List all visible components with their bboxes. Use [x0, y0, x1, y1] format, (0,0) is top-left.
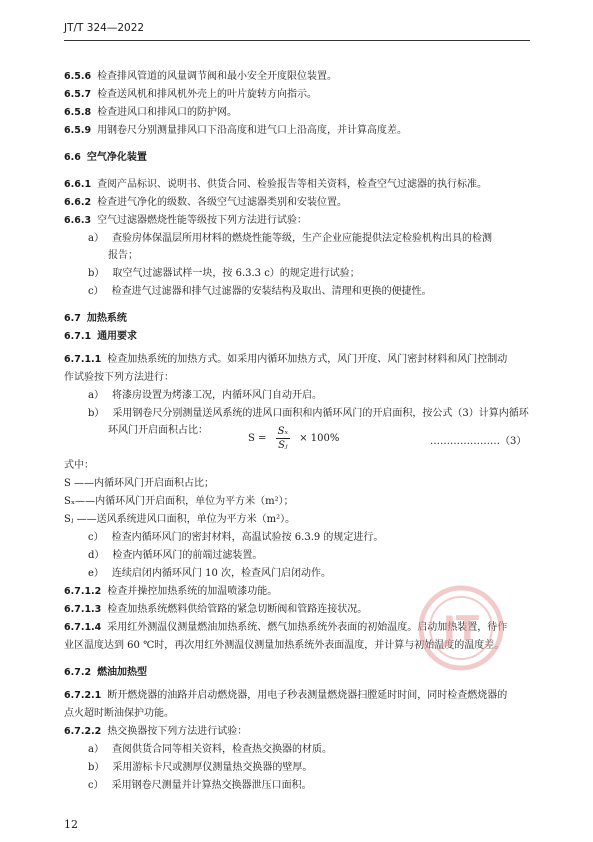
- formula-lhs: S =: [248, 433, 267, 444]
- clause-text: 作试验按下列方法进行：: [64, 372, 174, 383]
- clause-number: c）: [88, 532, 104, 543]
- clause-text: 燃油加热型: [97, 667, 148, 678]
- clause-text: Sₓ——内循环风门开启面积，单位为平方米（m²）；: [64, 496, 294, 507]
- text-line: [64, 371, 174, 384]
- clause-text: 采用红外测温仪测量燃油加热系统、燃气加热系统外表面的初始温度。启动加热装置，待作: [107, 622, 508, 633]
- text-line: [64, 196, 347, 209]
- clause-number: a）: [88, 744, 104, 755]
- clause-number: 6.5.9: [64, 125, 92, 136]
- clause-text: 取空气过滤器试样一块，按 6.3.3 c）的规定进行试验；: [112, 268, 360, 279]
- clause-number: d）: [88, 550, 105, 561]
- clause-text: 查阅供货合同等相关资料，检查热交换器的材质。: [111, 744, 332, 755]
- text-line: [64, 312, 127, 325]
- clause-text: 检查进风口和排风口的防护网。: [97, 107, 238, 118]
- equation-number: …………………（3）: [430, 436, 527, 447]
- text-line: [64, 603, 367, 616]
- jt-seal-icon: [415, 582, 507, 674]
- text-line: [64, 151, 147, 164]
- text-line: [64, 214, 307, 227]
- clause-number: 6.7.1.1: [64, 354, 102, 365]
- clause-text: Sⱼ ——送风系统进风口面积，单位为平方米（m²）。: [64, 514, 296, 525]
- clause-number: 6.7.1.3: [64, 604, 102, 615]
- clause-number: 6.5.8: [64, 107, 92, 118]
- clause-text: 采用钢卷尺测量并计算热交换器泄压口面积。: [111, 780, 312, 791]
- clause-number: e）: [88, 568, 104, 579]
- svg-text:JT: JT: [443, 609, 479, 649]
- formula-fraction: [276, 426, 290, 451]
- clause-number: 6.7.1.2: [64, 586, 102, 597]
- text-line: [64, 459, 94, 472]
- clause-text: 空气净化装置: [86, 152, 147, 163]
- clause-number: 6.7.2.2: [64, 726, 102, 737]
- text-line: [88, 232, 492, 245]
- clause-number: b）: [88, 762, 105, 773]
- clause-text: 连续启闭内循环风门 10 次，检查风门启闭动作。: [111, 568, 332, 579]
- text-line: [88, 743, 332, 756]
- clause-text: 采用游标卡尺或测厚仪测量热交换器的壁厚。: [112, 762, 313, 773]
- clause-text: 检查加热系统燃料供给管路的紧急切断阀和管路连接状况。: [107, 604, 368, 615]
- text-line: [64, 666, 147, 679]
- clause-text: 式中：: [64, 460, 94, 471]
- clause-number: c）: [88, 780, 104, 791]
- text-line: [88, 761, 312, 774]
- clause-text: 采用钢卷尺分别测量送风系统的进风口面积和内循环风门的开启面积，按公式（3）计算内循环: [112, 408, 529, 419]
- text-line: [88, 407, 529, 420]
- text-line: [64, 513, 295, 526]
- clause-text: 查阅产品标识、说明书、供货合同、检验报告等相关资料，检查空气过滤器的执行标准。: [97, 179, 488, 190]
- text-line: [64, 725, 247, 738]
- clause-text: 点火超时断油保护功能。: [64, 708, 174, 719]
- clause-text: 断开燃烧器的油路并启动燃烧器，用电子秒表测量燃烧器扫膛延时时间，同时检查燃烧器的: [107, 690, 508, 701]
- formula-3: [248, 426, 339, 451]
- clause-number: 6.7.2.1: [64, 690, 102, 701]
- clause-text: 业区温度达到 60 ℃时，再次用红外测温仪测量加热系统外表面温度，并计算与初始温度的温度差。: [64, 640, 505, 651]
- clause-number: 6.6.3: [64, 215, 92, 226]
- text-line: [64, 495, 294, 508]
- clause-number: 6.7.1.4: [64, 622, 102, 633]
- text-line: [88, 779, 312, 792]
- text-line: [64, 585, 277, 598]
- text-line: [64, 106, 237, 119]
- clause-number: a）: [88, 390, 104, 401]
- text-line: [64, 477, 214, 490]
- clause-text: 报告；: [108, 250, 138, 261]
- clause-number: a）: [88, 233, 104, 244]
- text-line: [108, 249, 138, 262]
- text-line: [108, 424, 208, 437]
- text-line: [88, 285, 432, 298]
- text-line: [64, 124, 407, 137]
- clause-number: 6.7: [64, 313, 81, 324]
- text-line: [88, 389, 322, 402]
- clause-number: 6.5.7: [64, 89, 92, 100]
- clause-text: 用钢卷尺分别测量排风口下沿高度和进气口上沿高度，并计算高度差。: [97, 125, 408, 136]
- clause-number: b）: [88, 268, 105, 279]
- clause-text: 查验房体保温层所用材料的燃烧性能等级，生产企业应能提供法定检验机构出具的检测: [111, 233, 492, 244]
- clause-text: 检查送风机和排风机外壳上的叶片旋转方向指示。: [97, 89, 318, 100]
- clause-text: 检查加热系统的加热方式。如采用内循环加热方式，风门开度、风门密封材料和风门控制动: [107, 354, 508, 365]
- clause-text: 热交换器按下列方法进行试验：: [107, 726, 248, 737]
- clause-number: b）: [88, 408, 105, 419]
- clause-text: 环风门开启面积占比：: [108, 425, 208, 436]
- clause-text: S ——内循环风门开启面积占比；: [64, 478, 215, 489]
- text-line: [88, 267, 360, 280]
- clause-text: 检查排风管道的风量调节阀和最小安全开度限位装置。: [97, 71, 338, 82]
- header-rule: [64, 40, 530, 41]
- clause-number: c）: [88, 286, 104, 297]
- text-line: [64, 353, 507, 366]
- clause-text: 检查内循环风门的前端过滤装置。: [112, 550, 263, 561]
- clause-text: 检查进气净化的级数、各级空气过滤器类别和安装位置。: [97, 197, 348, 208]
- clause-text: 通用要求: [97, 331, 138, 342]
- clause-text: 检查内循环风门的密封材料，高温试验按 6.3.9 的规定进行。: [111, 532, 384, 543]
- clause-text: 空气过滤器燃烧性能等级按下列方法进行试验：: [97, 215, 308, 226]
- text-line: [88, 531, 383, 544]
- text-line: [64, 707, 174, 720]
- clause-text: 检查并操控加热系统的加温喷漆功能。: [107, 586, 278, 597]
- text-line: [64, 178, 487, 191]
- text-line: [88, 549, 262, 562]
- clause-text: 加热系统: [86, 313, 127, 324]
- clause-text: 将漆房设置为烤漆工况，内循环风门自动开启。: [111, 390, 322, 401]
- formula-numerator: Sₓ: [277, 426, 289, 437]
- clause-number: 6.5.6: [64, 71, 92, 82]
- formula-rhs: × 100%: [299, 433, 340, 444]
- text-line: [64, 689, 507, 702]
- page-number: 12: [64, 818, 78, 831]
- text-line: [64, 88, 317, 101]
- clause-number: 6.6.2: [64, 197, 92, 208]
- text-line: [64, 70, 337, 83]
- text-line: [88, 567, 331, 580]
- formula-denominator: Sⱼ: [278, 440, 288, 451]
- clause-number: 6.6: [64, 152, 81, 163]
- clause-text: 检查进气过滤器和排气过滤器的安装结构及取出、清理和更换的便捷性。: [111, 286, 432, 297]
- clause-number: 6.7.2: [64, 667, 92, 678]
- text-line: [64, 330, 137, 343]
- clause-number: 6.7.1: [64, 331, 92, 342]
- clause-number: 6.6.1: [64, 179, 92, 190]
- standard-code: JT/T 324—2022: [64, 22, 145, 34]
